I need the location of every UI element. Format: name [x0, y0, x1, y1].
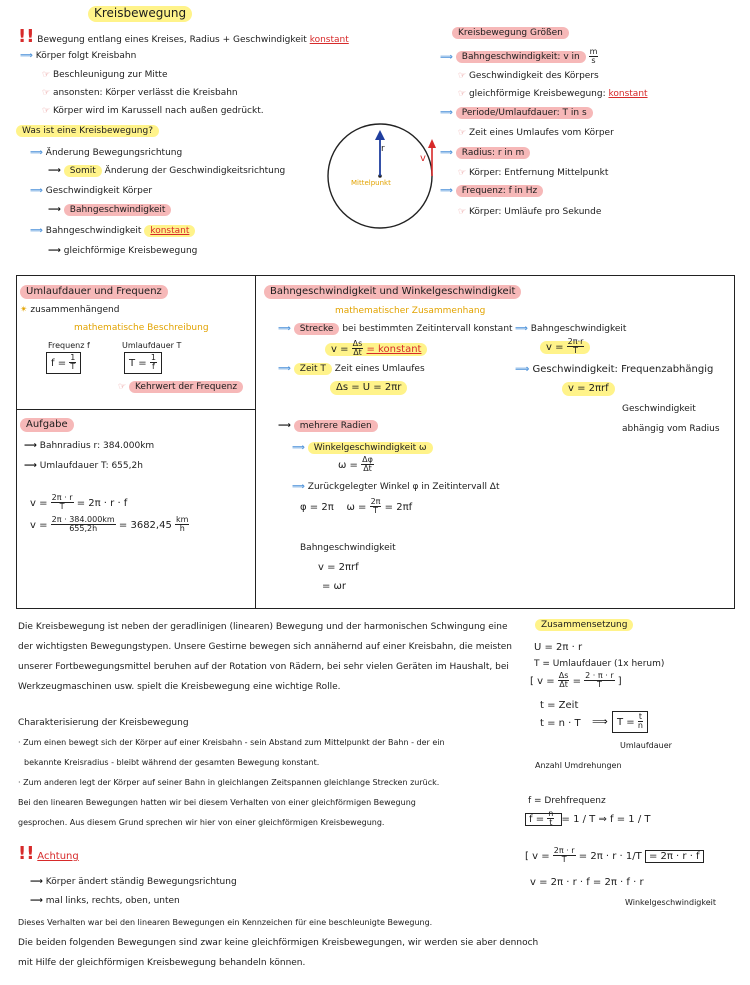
change-direction: ⟹ Änderung Bewegungsrichtung	[30, 148, 183, 158]
pointing-hand-icon: ☞	[458, 71, 467, 81]
circle-diagram	[320, 110, 440, 235]
t-result-box: T = $\frac{t}{n}$	[612, 711, 648, 733]
radius-given: ⟶ Bahnradius r: 384.000km	[24, 441, 155, 451]
pointing-hand-icon: ☞	[42, 88, 51, 98]
v-summary-1: [ v = $\frac{\Delta s}{\Delta t}$ = $\frac{2 \cdot \pi \cdot r}{T}$ ]	[530, 671, 622, 690]
f-summary: f = $\frac{n}{t}$ = 1 / T ⇒ f = 1 / T	[525, 810, 651, 828]
arrow-right-icon: ⟹	[20, 51, 33, 61]
f-formula-box: f = $\frac{1}{T}$	[46, 352, 81, 374]
char-line: gesprochen. Aus diesem Grund sprechen wir hier von einer gleichförmigen Kreisbewegung.	[18, 818, 385, 827]
f-definition: f = Drehfrequenz	[528, 796, 606, 806]
box3-title: Bahngeschwindigkeit und Winkelgeschwindigkeit	[264, 285, 521, 299]
period-note: Umlaufdauer	[620, 741, 672, 750]
angular-speed: ⟹ Winkelgeschwindigkeit ω	[292, 443, 433, 453]
para1-line: unserer Fortbewegungsmittel beruhen auf der Rotation von Rädern, bei sehr vielen Geräten im Haushalt, bei	[18, 662, 509, 672]
arrow-right-icon: ⟹	[30, 186, 43, 196]
arrow-right-icon: ⟹	[278, 364, 291, 374]
page-title: Kreisbewegung	[88, 6, 192, 22]
frequency-label: Frequenz f	[48, 341, 90, 350]
period-label: Umlaufdauer T	[122, 341, 182, 350]
v-ds-dt: v = $\frac{\Delta s}{\Delta t}$ = konstant	[325, 340, 427, 358]
sub-item: ☞ Körper wird im Karussell nach außen gedrückt.	[42, 106, 264, 116]
body-follows: ⟹ Körper folgt Kreisbahn	[20, 51, 137, 61]
u-formula: U = 2π · r	[534, 642, 583, 653]
attention-item: ⟶ mal links, rechts, oben, unten	[30, 896, 180, 906]
arrow-right-icon: ⟹	[30, 226, 43, 236]
so-line: ⟶ Somit Änderung der Geschwindigkeitsrichtung	[48, 166, 286, 176]
sub-item: ☞ Beschleunigung zur Mitte	[42, 70, 168, 80]
path-speed-2: Bahngeschwindigkeit	[300, 543, 396, 553]
arrow-right-icon: ⟹	[292, 482, 305, 492]
v-2pirf-2: v = 2πrf	[318, 562, 359, 573]
arrow-right-icon: ⟹	[440, 148, 453, 158]
quantities-title: Kreisbewegung Größen	[452, 27, 569, 39]
pointing-hand-icon: ☞	[118, 382, 127, 392]
para1-line: Die Kreisbewegung ist neben der geradlinigen (linearen) Bewegung und der harmonischen Schwingung eine	[18, 622, 508, 632]
char-line: · Zum einen bewegt sich der Körper auf einer Kreisbahn - sein Abstand zum Mittelpunkt der Bahn - der ein	[18, 738, 445, 747]
arrow-right-icon: ⟹	[292, 443, 305, 453]
path-speed-result: ⟹ Bahngeschwindigkeit	[515, 324, 627, 334]
final-line: mit Hilfe der gleichförmigen Kreisbewegung behandeln können.	[18, 958, 306, 968]
arrow-right-icon: ⟹	[440, 186, 453, 196]
center-label: Mittelpunkt	[351, 179, 391, 187]
box1-title: Umlaufdauer und Frequenz	[20, 285, 168, 299]
v-wr: = ωr	[322, 581, 347, 592]
star-icon: ✴	[20, 305, 28, 315]
v-formula-1: v = $\frac{2\pi \cdot r}{T}$ = 2π · r · f	[30, 493, 128, 512]
exclamation-icon: !!	[18, 26, 35, 47]
arrow-right-icon: ⟹	[515, 324, 528, 334]
t-formula-box: T = $\frac{1}{f}$	[124, 352, 162, 374]
arrow-right-icon: ⟶	[278, 421, 291, 431]
arrow-right-icon: ⟹	[278, 324, 291, 334]
arrow-right-icon: ⟶	[30, 896, 43, 906]
v-2pirf: v = 2πrf	[562, 382, 615, 396]
t-n-t: t = n · T	[540, 718, 581, 729]
arrow-right-icon: ⟶	[30, 877, 43, 887]
reciprocal-note: ☞ Kehrwert der Frequenz	[118, 382, 243, 392]
omega-note: Winkelgeschwindigkeit	[625, 898, 716, 907]
pointing-hand-icon: ☞	[42, 70, 51, 80]
omega-formula: ω = $\frac{\Delta\varphi}{\Delta t}$	[338, 455, 373, 474]
velocity-label: v	[420, 153, 426, 164]
pointing-hand-icon: ☞	[458, 89, 467, 99]
characterization-title: Charakterisierung der Kreisbewegung	[18, 718, 189, 728]
attention-item: ⟶ Körper ändert ständig Bewegungsrichtung	[30, 877, 237, 887]
related: ✴ zusammenhängend	[20, 305, 120, 315]
sub-item: ☞ Körper: Umläufe pro Sekunde	[458, 207, 602, 217]
char-line: Bei den linearen Bewegungen hatten wir bei diesem Verhalten von einer gleichförmigen Bewegung	[18, 798, 416, 807]
question: Was ist eine Kreisbewegung?	[16, 125, 159, 137]
t-quantity: ⟹ Periode/Umlaufdauer: T in s	[440, 108, 593, 118]
arrow-right-icon: ⟹	[30, 148, 43, 158]
v-summary-2: [ v = $\frac{2\pi \cdot r}{T}$ = 2π · r · 1/T = 2π · r · f	[525, 847, 704, 865]
sub-item: ☞ ansonsten: Körper verlässt die Kreisbahn	[42, 88, 238, 98]
v-summary-3: v = 2π · r · f = 2π · f · r	[530, 877, 644, 888]
arrow-right-icon: ⟶	[48, 246, 61, 256]
arrow-right-icon: ⟶	[24, 441, 37, 451]
pointing-hand-icon: ☞	[458, 207, 467, 217]
math-relation: mathematischer Zusammenhang	[335, 306, 486, 316]
arrow-right-icon: ⟹	[440, 108, 453, 118]
final-line: Die beiden folgenden Bewegungen sind zwar keine gleichförmigen Kreisbewegungen, wir werden sie aber dennoch	[18, 938, 539, 948]
time-line: ⟹ Zeit T Zeit eines Umlaufes	[278, 364, 425, 374]
distance-line: ⟹ Strecke bei bestimmten Zeitintervall konstant	[278, 324, 513, 334]
box2-title: Aufgabe	[20, 418, 74, 432]
f-quantity: ⟹ Frequenz: f in Hz	[440, 186, 543, 196]
speed-body: ⟹ Geschwindigkeit Körper	[30, 186, 153, 196]
summary-title: Zusammensetzung	[535, 619, 633, 631]
radius-label: r	[381, 144, 385, 154]
uniform-line: ⟶ gleichförmige Kreisbewegung	[48, 246, 198, 256]
velocity-arrowhead	[428, 139, 436, 148]
sub-item: ☞ gleichförmige Kreisbewegung: konstant	[458, 89, 648, 99]
definition-line: !! Bewegung entlang eines Kreises, Radius + Geschwindigkeit konstant	[18, 26, 349, 47]
ds-equals-u: Δs = U = 2πr	[330, 381, 407, 395]
radius-arrowhead	[375, 130, 385, 140]
period-given: ⟶ Umlaufdauer T: 655,2h	[24, 461, 143, 471]
speed-note-1: Geschwindigkeit	[622, 404, 696, 414]
arrow-right-icon: ⟶	[24, 461, 37, 471]
path-speed-line: ⟶ Bahngeschwindigkeit	[48, 205, 171, 215]
r-quantity: ⟹ Radius: r in m	[440, 148, 530, 158]
v-2pir-T: v = $\frac{2\pi\cdot r}{T}$	[540, 338, 590, 356]
pointing-hand-icon: ☞	[458, 128, 467, 138]
arrow-right-icon: ⟶	[48, 205, 61, 215]
sub-item: ☞ Zeit eines Umlaufes vom Körper	[458, 128, 614, 138]
attention: !! Achtung	[18, 843, 79, 864]
exclamation-icon: !!	[18, 843, 35, 864]
v-quantity: ⟹ Bahngeschwindigkeit: v in $\frac{m}{s}$	[440, 47, 598, 66]
para1-line: Werkzeugmaschinen usw. spielt die Kreisbewegung eine wichtige Rolle.	[18, 682, 341, 692]
char-line: bekannte Kreisradius - bleibt während der gesamten Bewegung konstant.	[24, 758, 320, 767]
arrow-right-icon: ⟹	[440, 52, 453, 63]
arrow-right-icon: ⟶	[48, 166, 61, 176]
pointing-hand-icon: ☞	[42, 106, 51, 116]
angle-travel: ⟹ Zurückgelegter Winkel φ in Zeitintervall Δt	[292, 482, 500, 492]
math-description: mathematische Beschreibung	[74, 323, 209, 333]
final-line: Dieses Verhalten war bei den linearen Bewegungen ein Kennzeichen für eine beschleunigte Bewegung.	[18, 918, 433, 927]
v-formula-2: v = $\frac{2\pi \cdot 384.000km}{655,2h}$ = 3682,45 $\frac{km}{h}$	[30, 515, 189, 534]
arrow-right-icon: ⟹	[515, 364, 530, 375]
speed-frequency: ⟹ Geschwindigkeit: Frequenzabhängig	[515, 364, 714, 375]
t-time: t = Zeit	[540, 700, 579, 711]
path-speed-constant: ⟹ Bahngeschwindigkeit konstant	[30, 226, 195, 236]
pointing-hand-icon: ☞	[458, 168, 467, 178]
n-note: Anzahl Umdrehungen	[535, 761, 622, 770]
speed-note-2: abhängig vom Radius	[622, 424, 720, 434]
para1-line: der wichtigsten Bewegungstypen. Unsere Gestirne bewegen sich annähernd auf einer Kreisbahn, die meisten	[18, 642, 512, 652]
char-line: · Zum anderen legt der Körper auf seiner Bahn in gleichlangen Zeitspannen gleichlange Strecken zurück.	[18, 778, 440, 787]
multiple-radii: ⟶ mehrere Radien	[278, 421, 378, 431]
sub-item: ☞ Geschwindigkeit des Körpers	[458, 71, 599, 81]
sub-item: ☞ Körper: Entfernung Mittelpunkt	[458, 168, 609, 178]
t-definition: T = Umlaufdauer (1x herum)	[534, 659, 665, 669]
phi-omega-formula: φ = 2π ω = $\frac{2\pi}{T}$ = 2πf	[300, 497, 413, 516]
implies-arrow: ⟹	[592, 715, 608, 728]
